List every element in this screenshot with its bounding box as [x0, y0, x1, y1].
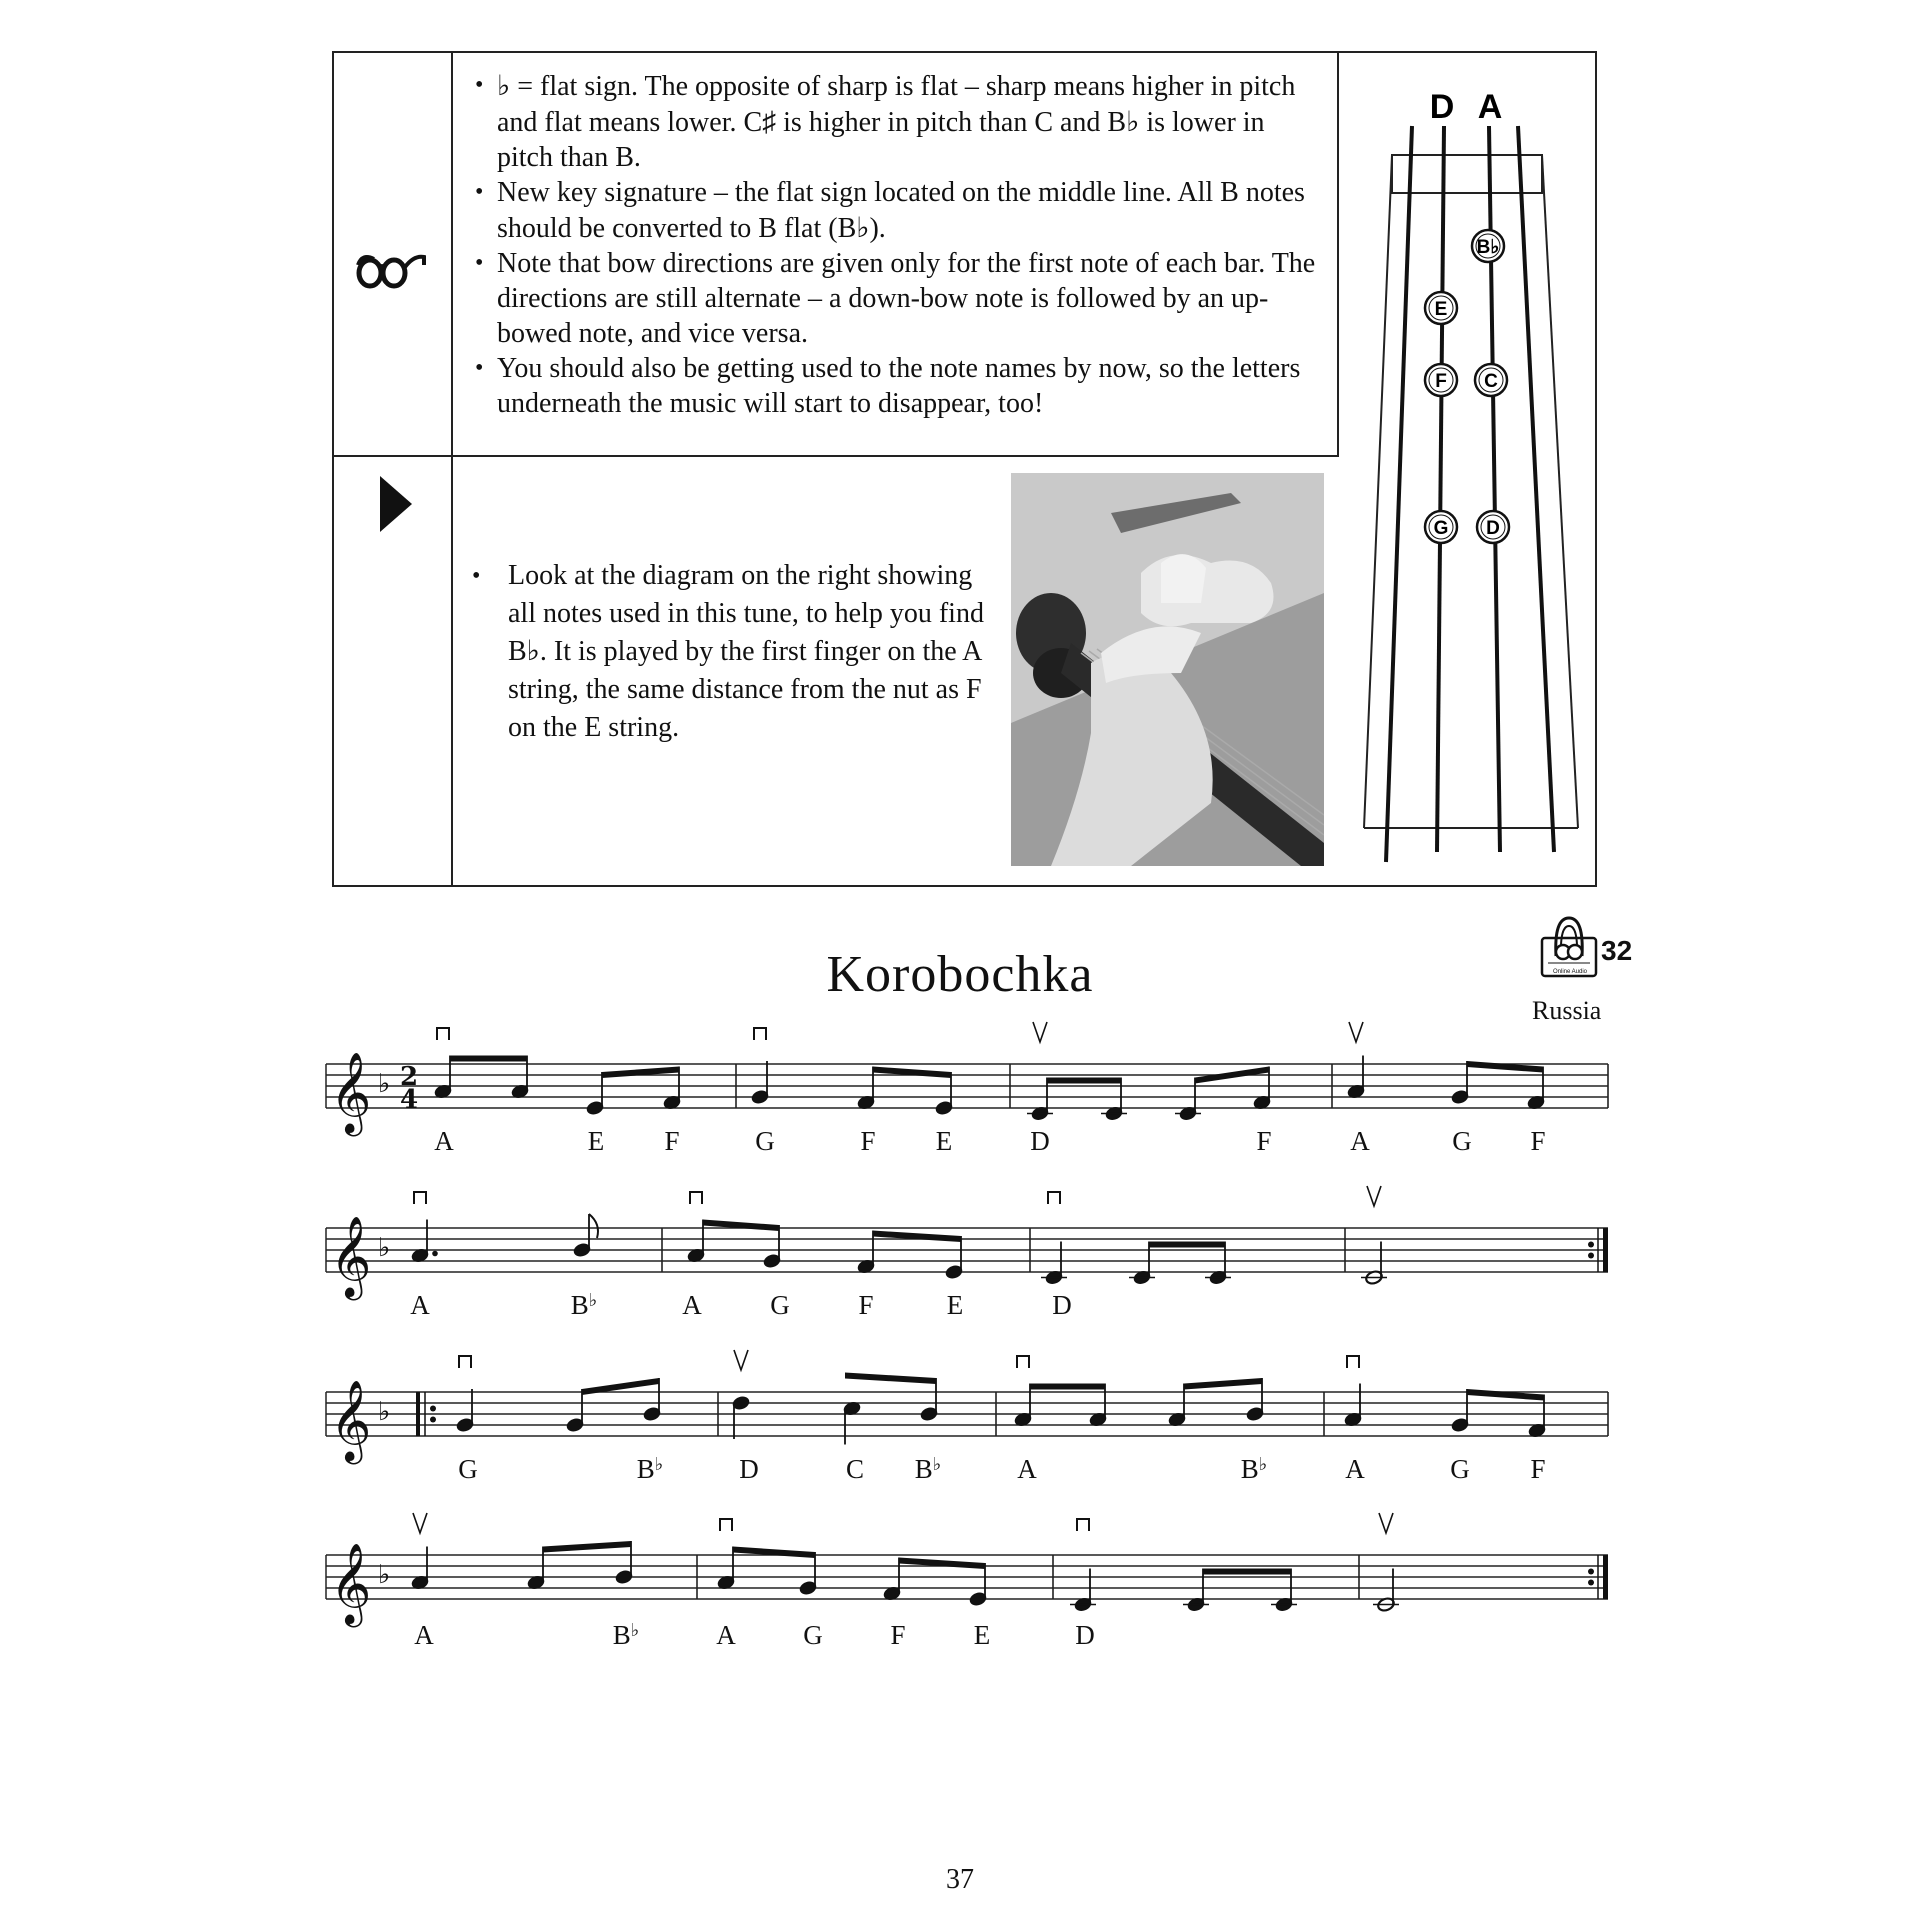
repeat-dot: [1588, 1580, 1594, 1586]
note-beam: [1030, 1384, 1105, 1390]
treble-clef-icon: 𝄞: [330, 1379, 372, 1461]
repeat-dot: [430, 1406, 436, 1412]
note-name-label: F: [664, 1126, 680, 1156]
treble-clef-icon: 𝄞: [330, 1051, 372, 1133]
note-name-label: D: [1052, 1290, 1072, 1320]
note-name-label: G: [770, 1290, 790, 1320]
note-beam: [873, 1231, 961, 1243]
note-name-label: E: [935, 1126, 953, 1156]
note-name-label: E: [973, 1620, 991, 1650]
dot: [432, 1251, 438, 1257]
note-beam: [1467, 1061, 1543, 1073]
time-signature-top: 2: [400, 1062, 419, 1092]
tip-text: Note that bow directions are given only for the first note of each bar. The directions are still alternate – a down-bow note is followed by an up-bowed note, and vice versa.: [497, 248, 1316, 349]
down-bow-mark: [414, 1192, 426, 1204]
time-signature-bottom: 4: [400, 1085, 419, 1115]
flat-symbol: ♭: [654, 1454, 664, 1475]
note-name-label: F: [890, 1620, 906, 1650]
key-signature-flat: ♭: [378, 1233, 391, 1263]
down-bow-mark: [754, 1028, 766, 1040]
note-name-label: [613, 1620, 640, 1650]
note-beam: [845, 1373, 936, 1385]
note-name-label: D: [1075, 1620, 1095, 1650]
note-name-label: [1241, 1454, 1268, 1484]
flat-symbol: ♭: [932, 1454, 942, 1475]
up-bow-mark: [734, 1350, 748, 1370]
song-title: Korobochka: [826, 946, 1094, 1003]
down-bow-mark: [459, 1356, 471, 1368]
music-system: [326, 1186, 1608, 1320]
tip-text: is lower in pitch than B.: [497, 107, 1265, 173]
note-circle-label: D: [1486, 518, 1500, 539]
music-system: [326, 1350, 1608, 1484]
note-circle-label: C: [1484, 371, 1498, 392]
treble-clef-icon: 𝄞: [330, 1215, 372, 1297]
note-name-label: G: [755, 1126, 775, 1156]
flat-symbol: ♭: [630, 1620, 640, 1641]
repeat-start-thick: [416, 1392, 420, 1436]
up-bow-mark: [1379, 1513, 1393, 1533]
flat-symbol: ♭: [1126, 105, 1140, 138]
note-name-label: A: [1017, 1454, 1037, 1484]
note-name-label: F: [1256, 1126, 1272, 1156]
tip-text: You should also be getting used to the note names by now, so the letters underneath the music will start to disappear, too!: [497, 353, 1301, 419]
down-bow-mark: [1347, 1356, 1359, 1368]
note-name-label: C: [845, 1454, 865, 1484]
track-number: 32: [1601, 935, 1633, 966]
audio-caption: Online Audio: [1552, 969, 1588, 975]
note-name-label: A: [1345, 1454, 1365, 1484]
note-name-label: F: [1530, 1454, 1546, 1484]
up-bow-mark: [1033, 1022, 1047, 1042]
note-beam: [899, 1558, 985, 1570]
note-flag: [589, 1214, 598, 1238]
treble-clef-icon: 𝄞: [330, 1542, 372, 1624]
note-circle-label: G: [1433, 518, 1449, 539]
flat-symbol: ♭: [1258, 1454, 1268, 1475]
down-bow-mark: [690, 1192, 702, 1204]
repeat-end-thick: [1603, 1228, 1608, 1272]
note-name-label: A: [414, 1620, 434, 1650]
song-origin: Russia: [1532, 996, 1602, 1025]
note-circle-label: B♭: [1476, 237, 1500, 258]
note-circle-label: E: [1434, 299, 1448, 320]
note-beam: [1184, 1378, 1262, 1390]
note-beam: [602, 1067, 679, 1079]
note-letter: B: [612, 1620, 631, 1650]
note-letter: B: [914, 1454, 933, 1484]
note-name-label: [637, 1454, 664, 1484]
key-signature-flat: ♭: [378, 1397, 391, 1427]
flat-symbol: ♭: [856, 211, 870, 244]
note-name-label: A: [434, 1126, 454, 1156]
note-beam: [1149, 1242, 1225, 1248]
note-name-label: G: [803, 1620, 823, 1650]
down-bow-mark: [437, 1028, 449, 1040]
up-bow-mark: [1367, 1186, 1381, 1206]
note-beam: [450, 1056, 527, 1062]
tip-text: New key signature – the flat sign located on the middle line. All B notes should be converted to B flat (B: [497, 177, 1305, 244]
page-number: 37: [946, 1864, 974, 1895]
note-beam: [1203, 1569, 1291, 1575]
note-letter: B: [1240, 1454, 1259, 1484]
play-tip-text: • Look at the diagram on the right showing all notes used in this tune, to help you find B♭. It is played by the first finger on the A string, the same distance from the nut as F on the E string.: [472, 557, 992, 747]
repeat-dot: [430, 1417, 436, 1423]
up-bow-mark: [1349, 1022, 1363, 1042]
note-name-label: E: [946, 1290, 964, 1320]
repeat-dot: [1588, 1569, 1594, 1575]
note-beam: [873, 1067, 951, 1079]
note-letter: B: [570, 1290, 589, 1320]
note-name-label: D: [739, 1454, 759, 1484]
tip-text: ).: [869, 213, 886, 244]
note-name-label: G: [458, 1454, 478, 1484]
note-name-label: A: [716, 1620, 736, 1650]
string-label-a: A: [1477, 88, 1503, 126]
down-bow-mark: [1017, 1356, 1029, 1368]
note-name-label: G: [1452, 1126, 1472, 1156]
repeat-end-thick: [1603, 1555, 1608, 1599]
note-name-label: A: [1350, 1126, 1370, 1156]
note-name-label: A: [410, 1290, 430, 1320]
note-name-label: G: [1450, 1454, 1470, 1484]
flat-symbol: ♭: [588, 1290, 598, 1311]
music-system: [326, 1022, 1608, 1156]
note-name-label: F: [858, 1290, 874, 1320]
note-name-label: E: [587, 1126, 605, 1156]
note-name-label: A: [682, 1290, 702, 1320]
string-label-d: D: [1429, 88, 1455, 126]
note-beam: [1047, 1078, 1121, 1084]
down-bow-mark: [1048, 1192, 1060, 1204]
music-system: [326, 1513, 1608, 1650]
note-beam: [703, 1220, 779, 1232]
up-bow-mark: [413, 1513, 427, 1533]
note-name-label: F: [1530, 1126, 1546, 1156]
note-name-label: F: [860, 1126, 876, 1156]
repeat-dot: [1588, 1242, 1594, 1248]
down-bow-mark: [720, 1519, 732, 1531]
note-name-label: [915, 1454, 942, 1484]
note-beam: [1467, 1389, 1544, 1401]
key-signature-flat: ♭: [378, 1560, 391, 1590]
repeat-dot: [1588, 1253, 1594, 1259]
note-letter: B: [636, 1454, 655, 1484]
note-name-label: [571, 1290, 598, 1320]
down-bow-mark: [1077, 1519, 1089, 1531]
note-beam: [543, 1541, 631, 1553]
note-beam: [733, 1547, 815, 1559]
key-signature-flat: ♭: [378, 1069, 391, 1099]
tip-text: = flat sign. The opposite of sharp is flat – sharp means higher in pitch and flat means lower. C♯ is higher in pitch than C and B: [497, 71, 1296, 138]
flat-symbol: ♭: [497, 69, 511, 102]
note-name-label: D: [1030, 1126, 1050, 1156]
note-circle-label: F: [1435, 371, 1447, 392]
